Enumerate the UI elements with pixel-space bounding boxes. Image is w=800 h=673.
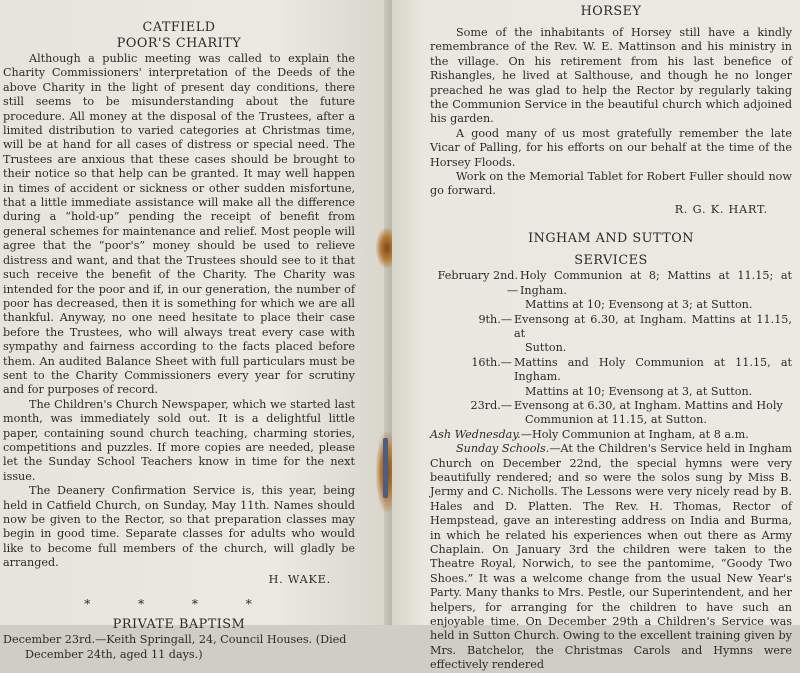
horsey-paragraph-2: A good many of us most gratefully remember the late Vicar of Palling, for his efforts on our behalf at the time of the Horsey Floods.: [430, 126, 792, 169]
service-entry: February 2nd.— Holy Communion at 8; Mattins at 11.15; at Ingham.: [437, 269, 792, 297]
sunday-schools-label: Sunday Schools.: [456, 442, 550, 456]
hart-signature: R. G. K. HART.: [674, 202, 768, 216]
catfield-title: CATFIELD: [142, 20, 216, 35]
charity-paragraph: Although a public meeting was called to explain the Charity Commissioners' interpretation of the Deeds of the above Charity in the light of present day conditions, there still seems to be misunderstanding about the future procedure. All money at the disposal of the Trustees, after a limited distribution to varied categories at Christmas time, will be at hand for all cases of distress or special need. The Trustees are anxious that these cases should be brought to their notice so that help can be granted. It may well happen in times of accident or sickness or other sudden misfortune, that a little immediate assistance will make all the difference during a “hold-up” pending the receipt of benefit from general schemes for maintenance and relief. Most people will agree that the “poor's” money should be used to relieve distress and want, and that the Trustees should see to it that such receive the benefit of the Charity. The Charity was intended for the poor and if, in our generation, the number of poor has decreased, then it is something for which we are all thankful. Anyway, no one need hesitate to place their case before the Trustees, who will always treat every case with sympathy and fairness according to the facts placed before them. An audited Balance Sheet with full particulars must be sent to the Charity Commissioners every year for scrutiny and for purposes of record.: [3, 52, 355, 397]
baptism-entry: December 23rd.—Keith Springall, 24, Council Houses. (Died December 24th, aged 11 days.): [3, 633, 347, 661]
binding-thread: [383, 438, 388, 498]
services-list: February 2nd.— Holy Communion at 8; Mattins at 11.15; at Ingham. Mattins at 10; Evensong at 3; at Sutton. 9th.— Evensong at 6.30, at Ingham. Mattins at 11.15, at Sutton. 16th.— Mattins and Holy Communion at 11.15, at Ingham. Mattins at 10; Evensong at 3, at Sutton. 23rd.— Evensong at 6.30, at Ingham. Mattins and Holy Communion at 11.15, at Sutton.: [430, 269, 792, 427]
ash-wednesday-label: Ash Wednesday.: [430, 427, 521, 441]
ash-wednesday-line: [430, 428, 792, 442]
left-page: [0, 0, 389, 661]
horsey-title: HORSEY: [580, 4, 642, 19]
service-entry: 23rd.— Evensong at 6.30, at Ingham. Mattins and Holy: [470, 398, 783, 412]
right-column: [430, 4, 792, 673]
ash-wednesday-text: —Holy Communion at Ingham, at 8 a.m.: [520, 427, 749, 441]
horsey-paragraph-3: Work on the Memorial Tablet for Robert Fuller should now go forward.: [430, 170, 792, 198]
service-entry: 16th.— Mattins and Holy Communion at 11.15, at Ingham.: [471, 355, 792, 384]
services-title: SERVICES: [574, 253, 648, 269]
horsey-paragraph-1: Some of the inhabitants of Horsey still have a kindly remembrance of the Rev. W. E. Mattinson and his ministry in the village. On his retirement from his last benefice of Rishangles, he lived at Salthouse, and though he no longer preached he was glad to help the Rector by regularly taking the Communion Service in the beautiful church which adjoined his garden.: [430, 26, 792, 126]
wake-signature: H. WAKE.: [268, 572, 331, 586]
service-entry: 9th.— Evensong at 6.30, at Ingham. Mattins at 11.15, at: [478, 312, 792, 340]
newspaper-paragraph: The Children's Church Newspaper, which we started last month, was immediately sold out. It is a delightful little paper, containing sound church teaching, charming stories, competitions and puzzles. If more copies are needed, please let the Sunday School Teachers know in time for the next issue.: [3, 397, 355, 483]
sunday-schools-text: —At the Children's Service held in Ingham Church on December 22nd, the special hymns were very beautifully rendered; and so were the solos sung by Miss B. Jermy and C. Nicholls. The Lessons were very nicely read by B. Hales and D. Platten. The Rev. H. Thomas, Rector of Hempstead, gave an interesting address on India and Burma, in which he related his experiences when out there as Army Chaplain. On January 3rd the children were taken to the Theatre Royal, Norwich, to see the pantomime, “Goody Two Shoes.” It was a welcome change from the usual New Year's Party. Many thanks to Mrs. Pestle, our Superintendent, and her helpers, for arranging for the children to have such an enjoyable time. On December 29th a Children's Service was held in Sutton Church. Owing to the excellent training given by Mrs. Batchelor, the Christmas Carols and Hymns were effectively rendered: [430, 442, 792, 672]
sunday-schools-paragraph: [430, 442, 792, 673]
ingham-sutton-title: INGHAM AND SUTTON: [528, 231, 694, 247]
confirmation-paragraph: The Deanery Confirmation Service is, this year, being held in Catfield Church, on Sunday, May 11th. Names should now be given to the Rector, so that preparation classes may begin in good time. Separate classes for adults who would like to become full members of the church, will gladly be arranged.: [3, 484, 355, 570]
left-column: [3, 4, 355, 662]
section-divider: * * * *: [84, 597, 274, 612]
right-page: [392, 0, 800, 672]
poors-charity-title: POOR'S CHARITY: [116, 36, 242, 51]
private-baptism-title: PRIVATE BAPTISM: [112, 617, 246, 633]
